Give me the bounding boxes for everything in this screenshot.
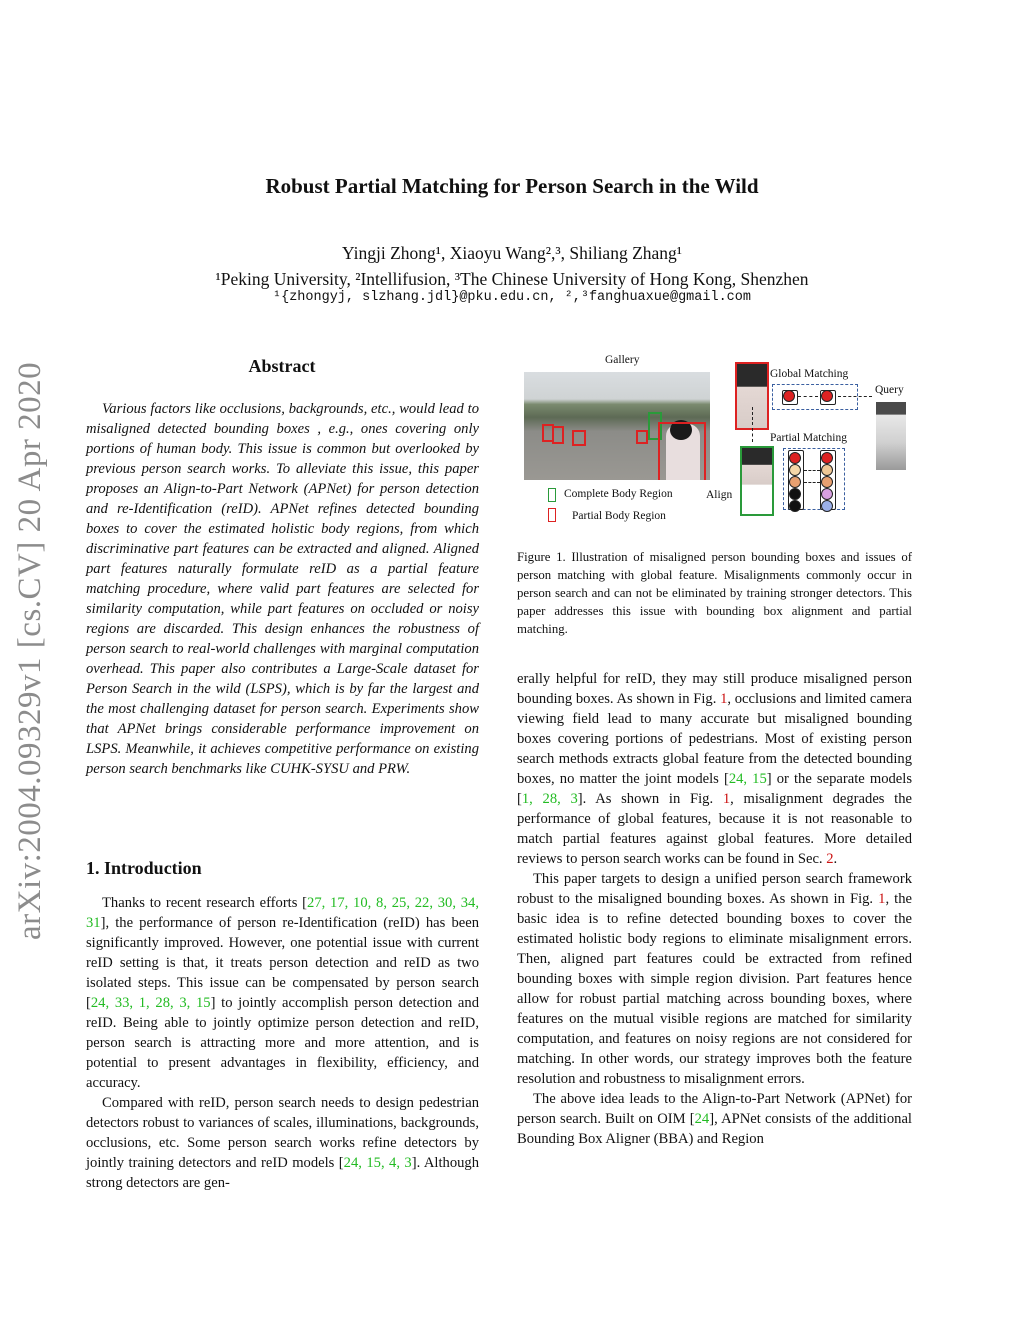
citation-link[interactable]: 27, 17, 10, 8, 25, 22, 30, 34, 31 <box>86 895 479 931</box>
citation-link[interactable]: 24 <box>694 1111 710 1127</box>
intro-paragraph-1: Thanks to recent research efforts [27, 17, 10, 8, 25, 22, 30, 34, 31], the performance of person re-Identification (reID) has been significantly improved. However, one potential issue with current reID setting is that, it treats person detection and reID as two isolated steps. This issue can be compensated by person search [24, 33, 1, 28, 3, 15] to jointly accomplish person detection and reID. Being able to jointly optimize person detection and reID, person search is attracting more and more attention, and is potential to present advantages in flexibility, efficiency, and accuracy. <box>86 895 480 1091</box>
legend-partial: Partial Body Region <box>572 510 666 522</box>
citation-link[interactable]: 24, 15 <box>728 771 767 787</box>
abstract-heading: Abstract <box>248 356 316 376</box>
query-label: Query <box>875 384 904 396</box>
intro-column <box>86 893 479 1193</box>
partial-matching-label: Partial Matching <box>770 432 847 444</box>
authors-line: Yingji Zhong¹, Xiaoyu Wang²,³, Shiliang Zhang¹ <box>341 243 683 263</box>
citation-link[interactable]: 24, 33, 1, 28, 3, 15 <box>90 995 211 1011</box>
author-block <box>0 240 1024 292</box>
section-heading-introduction: 1. Introduction <box>86 858 202 878</box>
figure-link[interactable]: 1 <box>878 891 886 907</box>
abstract-text: Various factors like occlusions, backgrounds, etc., would lead to misaligned detected bounding boxes , e.g., ones covering only portions of human body. This issue is common but overlooked by previous person search works. To alleviate this issue, this paper proposes an Align-to-Part Network (APNet) for person detection and re-Identification (reID). APNet refines detected bounding boxes to cover the estimated holistic body regions, from which discriminative part features can be extracted and aligned. Aligned part features naturally formulate reID as a partial feature matching procedure, where valid part features are selected for similarity computation, while part features on occluded or noisy regions are discarded. This design enhances the robustness of person search to real-world challenges with marginal computation overhead. This paper also contributes a Large-Scale dataset for Person Search in the wild (LSPS), which is by far the largest and the most challenging dataset for person search. Experiments show that APNet brings considerable performance improvement on LSPS. Meanwhile, it achieves competitive performance on existing person search benchmarks like CUHK-SYSU and PRW. <box>86 401 479 777</box>
legend-complete: Complete Body Region <box>564 488 673 500</box>
emails-line: ¹{zhongyj, slzhang.jdl}@pku.edu.cn, ²,³fanghuaxue@gmail.com <box>273 290 751 305</box>
right-paragraph-1: erally helpful for reID, they may still produce misaligned person bounding boxes. As shown in Fig. 1, occlusions and limited camera viewing field lead to many accurate but misaligned bounding boxes covering portions of pedestrians. Most of existing person search methods extracts global feature from the detected bounding boxes, no matter the joint models [24, 15] or the separate models [1, 28, 3]. As shown in Fig. 1, misalignment degrades the performance of global features, because it is not reasonable to match partial features against global features. More detailed reviews to person search works can be found in Sec. 2. <box>517 671 913 867</box>
abstract-body <box>86 399 479 779</box>
citation-link[interactable]: 1, 28, 3 <box>521 791 578 807</box>
figure-link[interactable]: 1 <box>720 691 728 707</box>
right-paragraph-2: This paper targets to design a unified person search framework robust to the misaligned bounding boxes. As shown in Fig. 1, the basic idea is to refine detected bounding boxes to cover the estimated holistic body regions to eliminate misalignment errors. Then, aligned part features could be extracted from refined bounding boxes with simple region division. Part features hence allow for robust partial matching across bounding boxes, where features on the mutual visible regions are matched for similarity computation, and features on noisy regions are not considered for matching. In other words, our strategy improves both the feature resolution and robustness to misalignment errors. <box>517 871 912 1087</box>
gallery-image <box>524 372 710 480</box>
aligned-crop <box>740 446 774 516</box>
affiliations-line: ¹Peking University, ²Intellifusion, ³The Chinese University of Hong Kong, Shenzhen <box>215 269 809 289</box>
section-link[interactable]: 2 <box>826 851 834 867</box>
right-column <box>517 669 912 1149</box>
citation-link[interactable]: 24, 15, 4, 3 <box>343 1155 412 1171</box>
arxiv-side-label: arXiv:2004.09329v1 [cs.CV] 20 Apr 2020 <box>12 361 48 940</box>
global-matching-label: Global Matching <box>770 368 849 380</box>
intro-paragraph-2: Compared with reID, person search needs to design pedestrian detectors robust to variances of scales, illuminations, backgrounds, occlusions, etc. Some person search works refine detectors by jointly training detectors and reID models [24, 15, 4, 3]. Although strong detectors are gen- <box>86 1095 480 1191</box>
figure-1-caption: Figure 1. Illustration of misaligned person bounding boxes and issues of person matching with global feature. Misalignments commonly occur in person search and can not be eliminated by training stronger detectors. This paper addresses this issue with bounding box alignment and partial matching. <box>517 550 912 636</box>
right-paragraph-3: The above idea leads to the Align-to-Part Network (APNet) for person search. Built on OIM [24], APNet consists of the additional Bounding Box Aligner (BBA) and Region <box>517 1091 912 1147</box>
align-label: Align <box>706 489 733 501</box>
figure-1 <box>520 352 915 527</box>
gallery-label: Gallery <box>605 354 640 366</box>
query-image <box>876 402 906 470</box>
figure-link[interactable]: 1 <box>722 791 731 807</box>
paper-title: Robust Partial Matching for Person Search in the Wild <box>265 174 759 198</box>
